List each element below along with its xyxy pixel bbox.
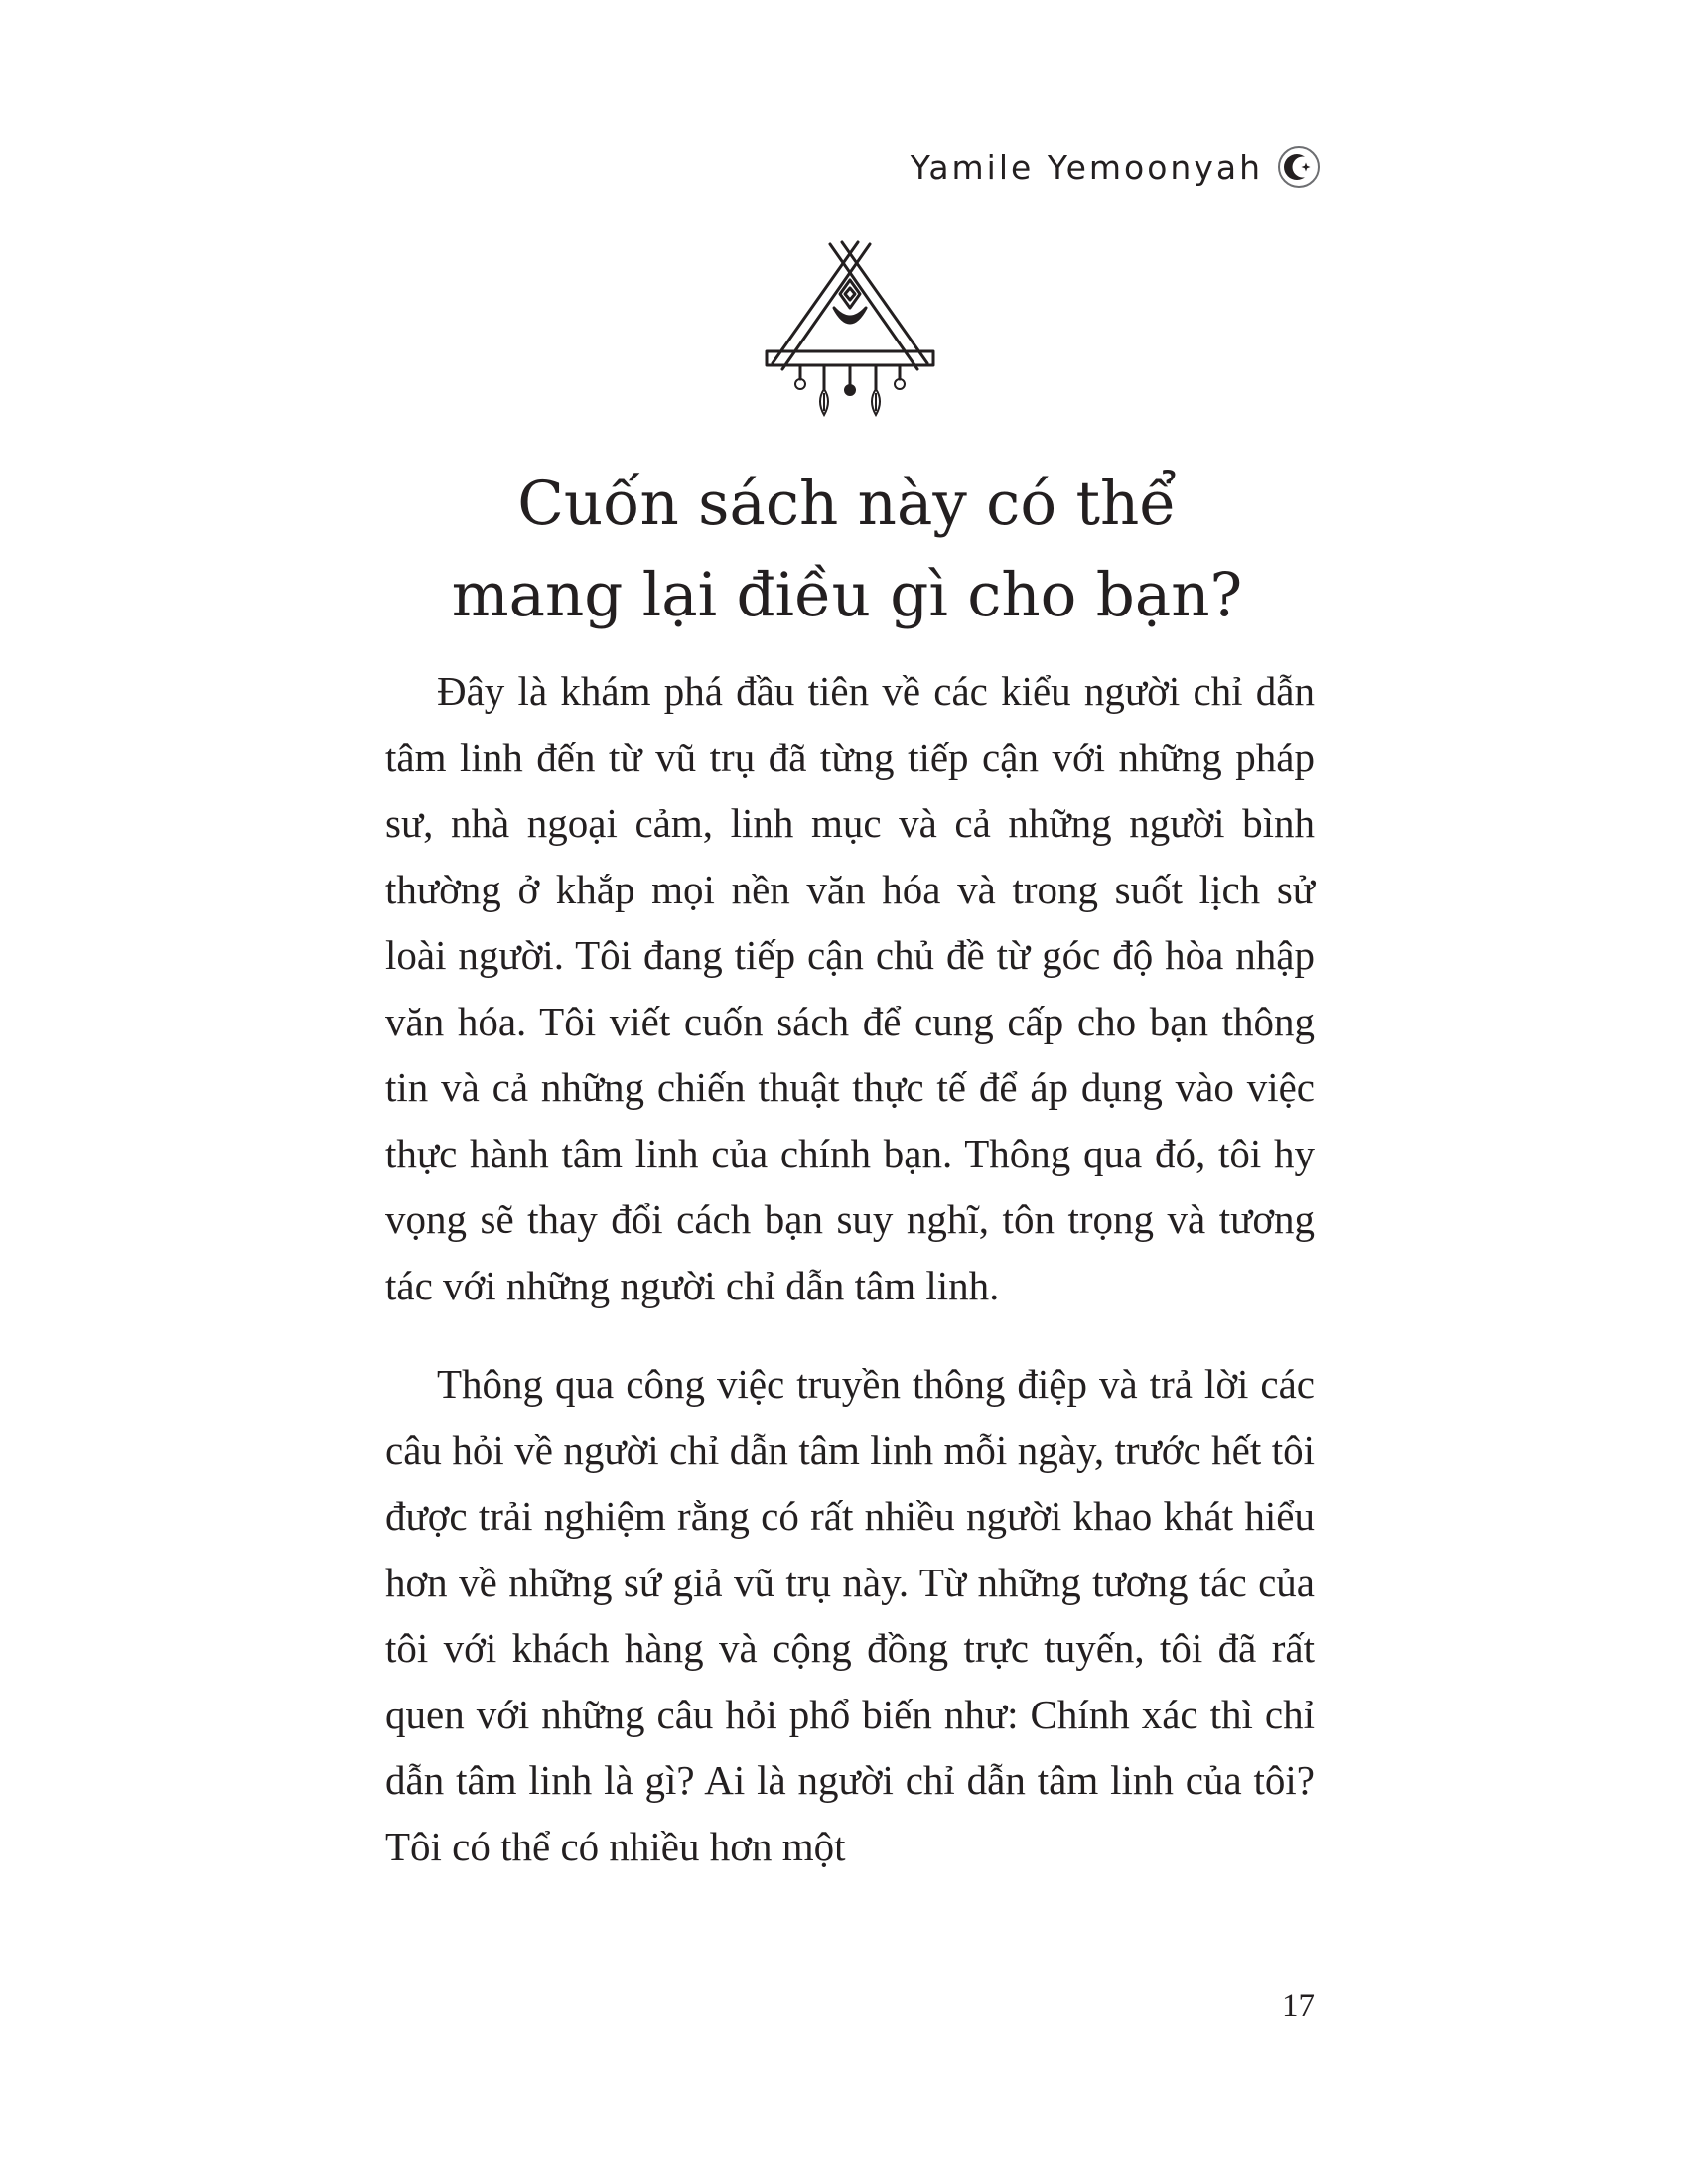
author-name: Yamile Yemoonyah — [910, 147, 1263, 187]
crescent-moon-star-icon — [1277, 145, 1321, 189]
chapter-title-line-1: Cuốn sách này có thể — [517, 469, 1177, 539]
chapter-title-line-2: mang lại điều gì cho bạn? — [451, 560, 1243, 630]
running-head — [911, 145, 1321, 189]
body-text — [385, 658, 1315, 1879]
paragraph-2: Thông qua công việc truyền thông điệp và trả lời các câu hỏi về người chỉ dẫn tâm linh mỗi ngày, trước hết tôi được trải nghiệm rằng có rất nhiều người khao khát hiểu hơn về những sứ giả vũ trụ này. Từ những tương tác của tôi với khách hàng và cộng đồng trực tuyến, tôi đã rất quen với những câu hỏi phổ biến như: Chính xác thì chỉ dẫn tâm linh là gì? Ai là người chỉ dẫn tâm linh của tôi? Tôi có thể có nhiều hơn một — [385, 1361, 1315, 1869]
paragraph-1: Đây là khám phá đầu tiên về các kiểu người chỉ dẫn tâm linh đến từ vũ trụ đã từng tiếp cận với những pháp sư, nhà ngoại cảm, linh mục và cả những người bình thường ở khắp mọi nền văn hóa và trong suốt lịch sử loài người. Tôi đang tiếp cận chủ đề từ góc độ hòa nhập văn hóa. Tôi viết cuốn sách để cung cấp cho bạn thông tin và cả những chiến thuật thực tế để áp dụng vào việc thực hành tâm linh của chính bạn. Thông qua đó, tôi hy vọng sẽ thay đổi cách bạn suy nghĩ, tôn trọng và tương tác với những người chỉ dẫn tâm linh. — [385, 668, 1315, 1308]
triangle-eye-moon-ornament-icon — [765, 238, 935, 417]
chapter-title — [377, 459, 1317, 641]
page-number: 17 — [1282, 1988, 1315, 2024]
